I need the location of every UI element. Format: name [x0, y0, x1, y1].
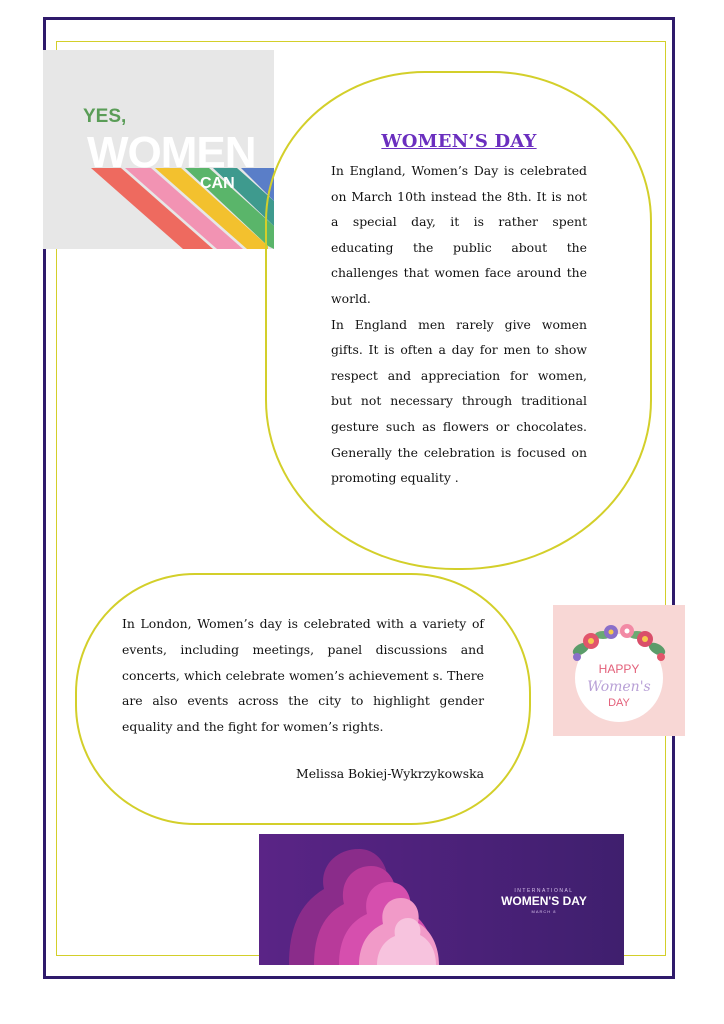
article-title: WOMEN’S DAY — [381, 131, 537, 152]
poster1-line3: CAN — [200, 175, 235, 192]
yes-women-can-artwork — [43, 50, 274, 249]
poster3-line3: MARCH 8 — [531, 909, 557, 914]
author-signature: Melissa Bokiej-Wykrzykowska — [296, 766, 484, 781]
poster2-line2: Women's — [587, 679, 651, 695]
yes-women-can-image — [43, 50, 274, 249]
poster3-line2: WOMEN'S DAY — [501, 894, 587, 908]
poster2-line3: DAY — [608, 697, 630, 709]
poster2-line1: HAPPY — [598, 662, 640, 676]
international-womens-day-artwork — [259, 834, 624, 965]
international-womens-day-image — [259, 834, 624, 965]
poster1-line1: YES, — [83, 106, 127, 127]
poster1-line2: WOMEN — [87, 128, 256, 177]
paragraph-london: In London, Women’s day is celebrated with a variety of events, including meetings, panel discussions and concerts, which celebrate women’s achievement s. There are also events across the city to highlight gender equality and the fight for women’s rights. — [122, 616, 484, 735]
article-body-top — [331, 158, 587, 491]
paragraph-england-gifts: In England men rarely give women gifts. It is often a day for men to show respect and appreciation for women, but not necessary through traditional gesture such as flowers or chocolates. Generally the celebration is focused on promoting equality . — [331, 316, 587, 486]
happy-womens-day-image — [553, 605, 685, 736]
paragraph-england-date: In England, Women’s Day is celebrated on March 10th instead the 8th. It is not a special day, it is rather spent educating the public about the challenges that women face around the world. — [331, 163, 587, 306]
poster3-line1: INTERNATIONAL — [514, 888, 574, 894]
happy-womens-day-artwork — [553, 605, 685, 736]
